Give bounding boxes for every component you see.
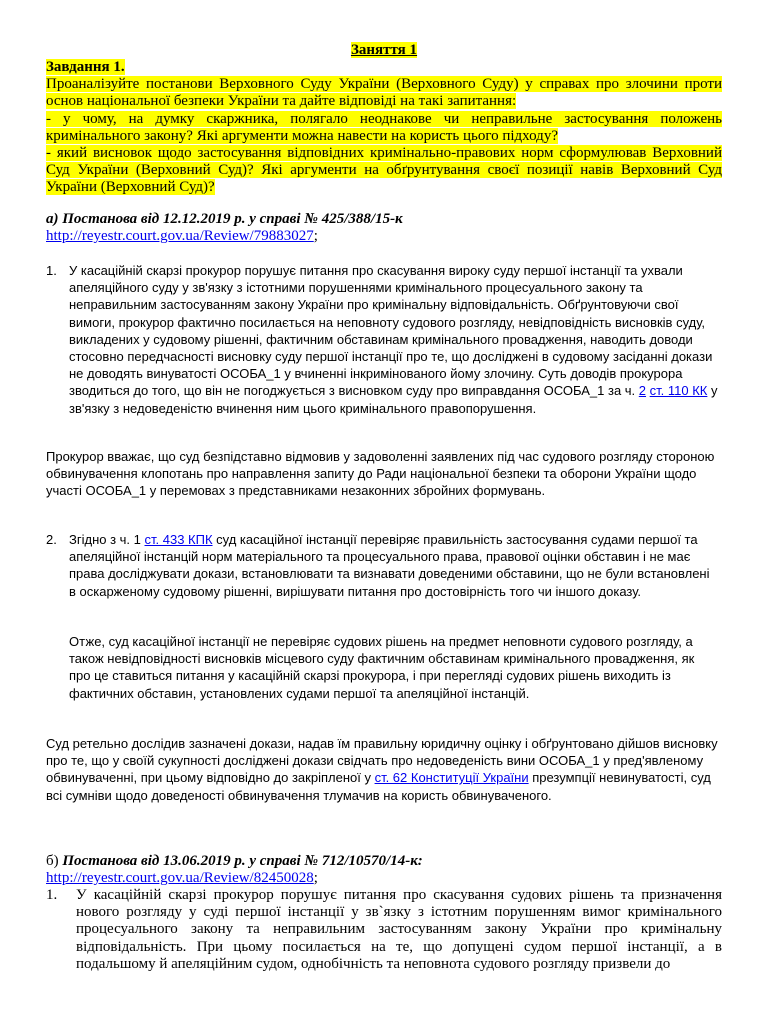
case-a-item2-text-after: суд касаційної інстанції перевіряє правильність застосування судами першої та апеляційної інстанцій норм матеріального та процесуального права, правової оцінки обставин і не має права досліджувати докази, встановлювати та визнавати доведеними обставини, що не були встановлені в оскарженому судовому рішенні, вирішувати питання про достовірність того чи іншого доказу. xyxy=(69,532,710,599)
task-intro-text: Проаналізуйте постанови Верховного Суду України (Верховного Суду) у справах про злочини проти основ національної безпеки України та дайте відповіді на такі запитання: xyxy=(46,76,722,110)
case-b-heading xyxy=(46,853,722,870)
page-title xyxy=(0,42,768,59)
case-a-url-suffix: ; xyxy=(313,228,318,244)
task-question-2 xyxy=(46,145,722,197)
task-heading-text: Завдання 1. xyxy=(46,59,125,75)
case-a-constitution-link[interactable]: ст. 62 Конституції України xyxy=(374,770,529,786)
case-a-url-line xyxy=(46,228,722,245)
case-a-item2-number: 2. xyxy=(46,532,57,547)
task-intro xyxy=(46,76,722,110)
case-a-item2-text xyxy=(69,531,719,600)
case-b-item1-text: У касаційній скарзі прокурор порушує питання про скасування судових рішень та призначення нового розгляду у суді першої інстанції у зв`язку з істотним порушенням вимог кримінального процесуального закону та неправильним застосуванням закону України про кримінальну відповідальність. При цьому посилається на те, що допущені судом першої інстанції, а в подальшому й апеляційним судом, однобічність та неповнота судового розгляду призвели до xyxy=(76,887,722,972)
case-a-prosecutor-paragraph: Прокурор вважає, що суд безпідставно відмовив у задоволенні заявлених під час судового розгляду стороною обвинувачення клопотань про направлення запиту до Ради національної безпеки та оборони України щодо участі ОСОБА_1 у перемовах з представниками незаконних збройних формувань. xyxy=(46,449,715,499)
case-a-item1-number: 1. xyxy=(46,263,57,278)
case-a-item2-link[interactable]: ст. 433 КПК xyxy=(144,532,213,547)
case-b-heading-text: Постанова від 13.06.2019 р. у справі № 712/10570/14-к: xyxy=(62,853,423,869)
task-question-2-text: - який висновок щодо застосування відповідних кримінально-правових норм сформулював Верховний Суд України (Верховний Суд)? Які аргументи на обґрунтування своєї позиції навів Верховний Суд України (Верховний Суд)? xyxy=(46,145,722,196)
task-heading xyxy=(46,59,722,76)
case-a-item2-paragraph2: Отже, суд касаційної інстанції не перевіряє судових рішень на предмет неповноти судового розгляду, а також невідповідності висновків місцевого суду фактичним обставинам кримінального провадження, як про це ставиться питання у касаційній скарзі прокурора, і при перегляді судових рішень виходить із фактичних обставин, установлених судами першої та апеляційної інстанцій. xyxy=(69,634,695,701)
case-a-item1-text-after: у зв'язку з недоведеністю вчинення ним цього кримінального правопорушення. xyxy=(69,383,718,416)
task-question-1 xyxy=(46,111,722,145)
case-b-item1-number: 1. xyxy=(46,887,58,903)
case-a-item1-text-before: У касаційній скарзі прокурор порушує питання про скасування вироку суду першої інстанції та ухвали апеляційного суду у зв'язку з істотними порушеннями кримінального процесуального закону та неправильним застосуванням закону України про кримінальну відповідальність. Обґрунтовуючи свої вимоги, прокурор фактично посилається на неповноту судового розгляду, невідповідність висновків суду, викладених у судовому рішенні, фактичним обставинам кримінального провадження, наводить доводи стосовно передчасності висновку суду першої інстанції про те, що досліджені в судовому засіданні докази не доводять винуватості ОСОБА_1 у вчиненні інкримінованого йому злочину. Суть доводів прокурора зводиться до того, що він не погоджується з висновком суду про виправдання ОСОБА_1 за ч. xyxy=(69,263,713,399)
task-block xyxy=(46,59,722,197)
case-b-url-line xyxy=(46,870,722,887)
case-b-prefix: б) xyxy=(46,853,63,869)
case-a-court-text-before: Суд ретельно дослідив зазначені докази, надав їм правильну юридичну оцінку і обґрунтовано дійшов висновку про те, що у своїй сукупності досліджені докази свідчать про недоведеність вини ОСОБА_1 у пред'явленому обвинуваченні, при цьому відповідно до закріпленої у xyxy=(46,736,718,786)
case-a-url-link[interactable]: http://reyestr.court.gov.ua/Review/79883027 xyxy=(46,228,314,244)
case-a-court-text-after: презумпції невинуватості, суд всі сумніви щодо доведеності обвинувачення тлумачив на користь обвинуваченого. xyxy=(46,770,711,803)
case-a-court-paragraph xyxy=(46,735,722,804)
case-a-item1-link-part[interactable]: 2 xyxy=(638,383,647,399)
case-a-item1-link-article[interactable]: ст. 110 КК xyxy=(649,383,708,399)
case-b-url-suffix: ; xyxy=(313,870,318,886)
lesson-title-text: Заняття 1 xyxy=(350,42,418,58)
case-b-url-link[interactable]: http://reyestr.court.gov.ua/Review/82450028 xyxy=(46,870,314,886)
case-a-item1-text xyxy=(69,262,719,417)
case-a-heading: а) Постанова від 12.12.2019 р. у справі № 425/388/15-к xyxy=(46,211,403,227)
case-a-item2-text-before: Згідно з ч. 1 xyxy=(69,532,145,547)
task-question-1-text: - у чому, на думку скаржника, полягало неоднакове чи неправильне застосування положень кримінального закону? Які аргументи можна навести на користь цього підходу? xyxy=(46,110,722,144)
